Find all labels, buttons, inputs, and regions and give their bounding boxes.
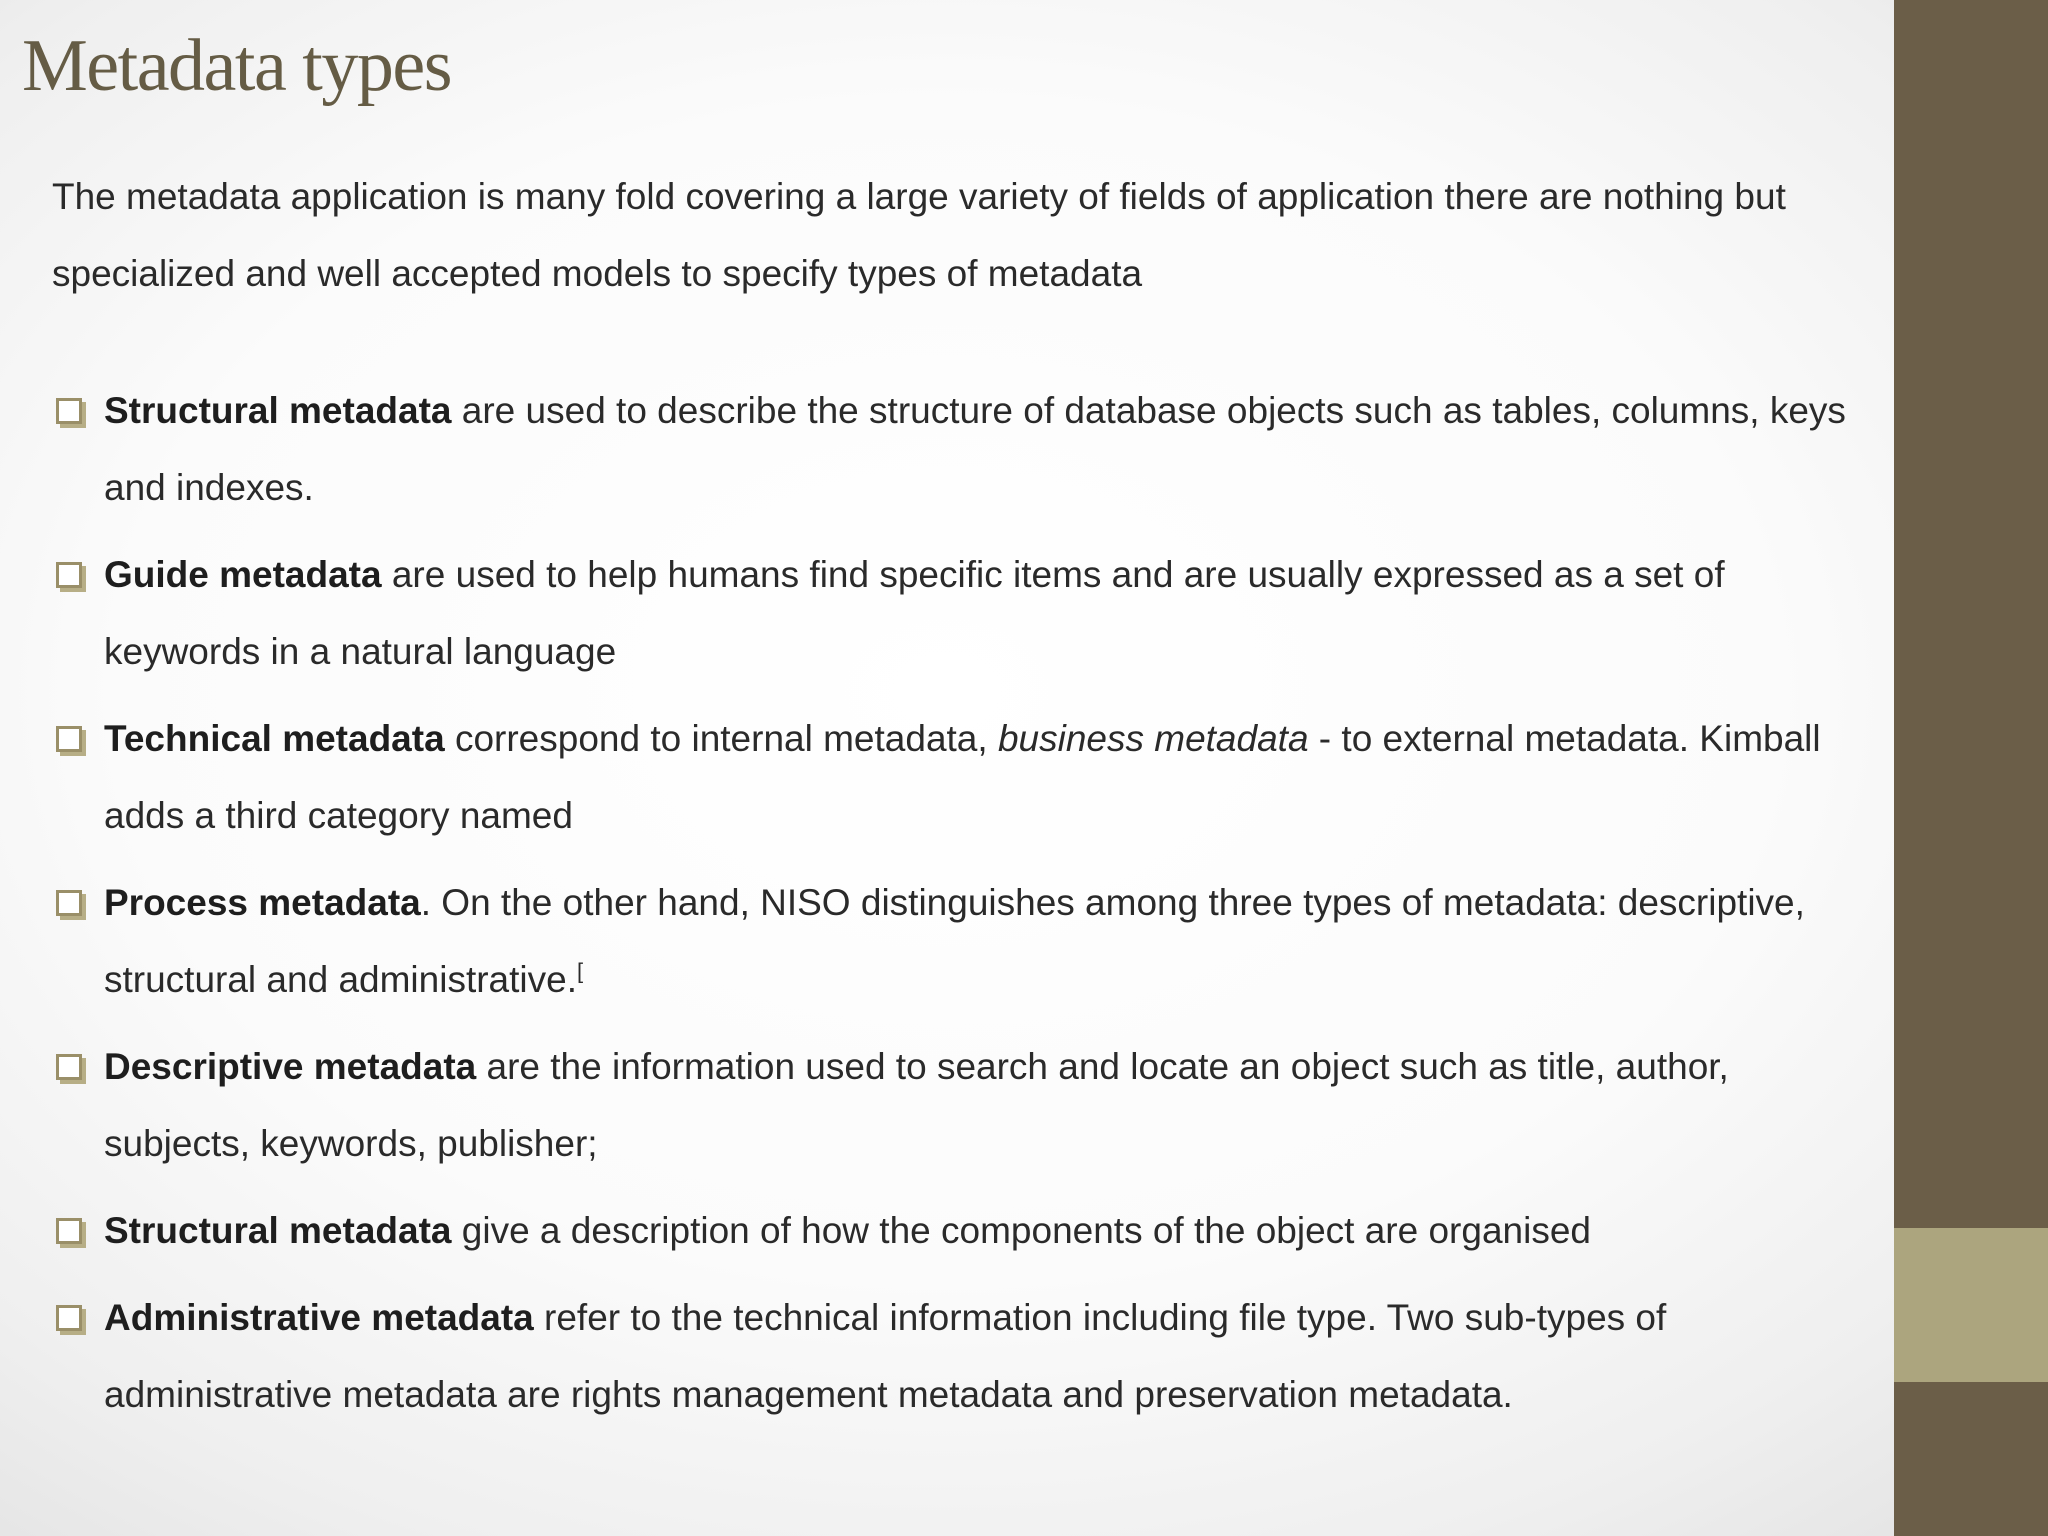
bullet-text: are used to help humans find specific items and are usually expressed as a set of keywords in a natural language — [104, 554, 1725, 672]
square-bullet-icon — [56, 1054, 82, 1080]
bullet-technical-metadata — [52, 700, 1852, 854]
bullet-structural-metadata-2 — [52, 1192, 1852, 1269]
square-bullet-icon — [56, 726, 82, 752]
bullet-term: Guide metadata — [104, 554, 382, 595]
decorative-side-accent — [1894, 1228, 2048, 1382]
bullet-term: Administrative metadata — [104, 1297, 534, 1338]
slide-title: Metadata types — [22, 25, 451, 107]
bullet-text: refer to the technical information including file type. Two sub-types of administrative metadata are rights management metadata and preservation metadata. — [104, 1297, 1667, 1415]
bullet-guide-metadata — [52, 536, 1852, 690]
bullet-term: Process metadata — [104, 882, 421, 923]
bullet-term: Descriptive metadata — [104, 1046, 477, 1087]
bullet-text: are used to describe the structure of database objects such as tables, columns, keys and indexes. — [104, 390, 1846, 508]
square-bullet-icon — [56, 1218, 82, 1244]
bullet-administrative-metadata — [52, 1279, 1852, 1433]
bullet-process-metadata — [52, 864, 1852, 1018]
bullet-text: . On the other hand, NISO distinguishes among three types of metadata: descriptive, structural and administrative. — [104, 882, 1805, 1000]
bullet-text: are the information used to search and locate an object such as title, author, subjects, keywords, publisher; — [104, 1046, 1729, 1164]
square-bullet-icon — [56, 398, 82, 424]
square-bullet-icon — [56, 1305, 82, 1331]
intro-paragraph: The metadata application is many fold covering a large variety of fields of application there are nothing but specialized and well accepted models to specify types of metadata — [52, 176, 1786, 294]
square-bullet-icon — [56, 562, 82, 588]
bullet-text: give a description of how the components of the object are organised — [451, 1210, 1591, 1251]
bullet-text: correspond to internal metadata, — [444, 718, 998, 759]
bullet-structural-metadata — [52, 372, 1852, 526]
square-bullet-icon — [56, 890, 82, 916]
bullet-descriptive-metadata — [52, 1028, 1852, 1182]
bullet-italic-term: business metadata — [997, 718, 1309, 759]
citation-mark: [ — [576, 958, 584, 984]
bullet-term: Structural metadata — [104, 1210, 452, 1251]
bullet-term: Structural metadata — [104, 390, 452, 431]
bullet-text-continued: - to external metadata. Kimball adds a third category named — [104, 718, 1821, 836]
bullet-term: Technical metadata — [104, 718, 445, 759]
bullet-list — [52, 372, 1852, 1443]
